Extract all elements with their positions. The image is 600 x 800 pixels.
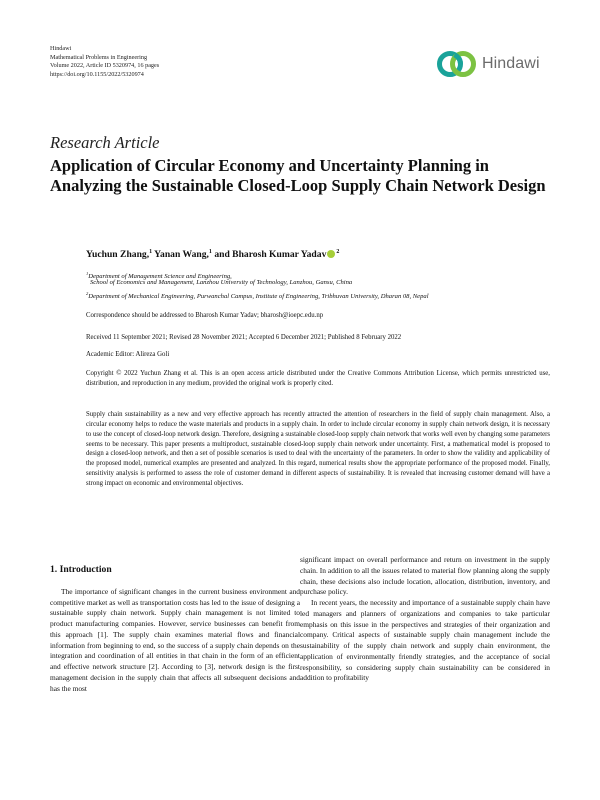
hindawi-logo xyxy=(436,48,540,80)
section-heading-introduction: 1. Introduction xyxy=(50,564,112,575)
journal-name: Mathematical Problems in Engineering xyxy=(50,53,148,61)
affiliation-2 xyxy=(86,290,429,302)
author-list xyxy=(86,249,339,260)
author-affiliation-mark: 2 xyxy=(336,249,340,255)
affiliation-1-continued xyxy=(90,279,352,288)
publisher-line: Hindawi xyxy=(50,45,72,52)
orcid-icon[interactable] xyxy=(327,250,335,258)
correspondence: Correspondence should be addressed to Bharosh Kumar Yadav; bharosh@ioepc.edu.np xyxy=(86,312,324,319)
copyright-notice: Copyright © 2022 Yuchun Zhang et al. This is an open access article distributed under the Creative Commons Attribution License, which permits unrestricted use, distribution, and reproduction in any medium, provided the original work is properly cited. xyxy=(86,370,550,387)
affiliation-text: Department of Management Science and Engineering, xyxy=(88,273,232,281)
affiliation-mark: 1 xyxy=(86,271,89,276)
article-title: Application of Circular Economy and Uncertainty Planning in Analyzing the Sustainable Closed-Loop Supply Chain Network Design xyxy=(50,156,546,195)
intro-paragraph-2: In recent years, the necessity and importance of a sustainable supply chain have led managers and planners of organizations and companies to take particular emphasis on this issue in the perspectives and strategies of their organization and company. Critical aspects of sustainable supply chain management include the sustainability of the supply chain network and supply chain environment, the application of environmentally friendly strategies, and the acceptance of social responsibility, so considering supply chain sustainability can be considered in addition to profitability xyxy=(300,598,550,683)
academic-editor: Academic Editor: Alireza Goli xyxy=(86,351,170,358)
hindawi-logo-text: Hindawi xyxy=(482,55,540,72)
abstract: Supply chain sustainability as a new and very effective approach has recently attracted the attention of researchers in the field of supply chain management. Also, a circular economy helps to reduce the waste materials and products in a supply chain. In order to include circular economy in supply chain network design, it is necessary to use the concept of closed-loop network design. Therefore, designing a sustainable closed-loop supply chain network that works well even by changing some parameters seems to be necessary. This paper presents a multiproduct, sustainable closed-loop supply chain network under uncertainty. First, a mathematical model is proposed to design a closed-loop network, and then a set of possible scenarios is used to deal with the uncertainty of the parameters. In order to show the validity and applicability of the proposed model, numerical examples are presented and analyzed. In this regard, numerical results show the appropriate performance of the proposed model. Finally, sensitivity analysis is performed to assess the role of customer demand in different aspects of sustainability. It is revealed that increasing customer demand will have a strong impact on economic and environmental objectives. xyxy=(86,411,551,487)
doi-link[interactable]: https://doi.org/10.1155/2022/5320974 xyxy=(50,70,144,78)
volume-line: Volume 2022, Article ID 5320974, 16 pages xyxy=(50,62,160,70)
affiliation-text: Department of Mechanical Engineering, Purwanchal Campus, Institute of Engineering, Tribhuvan University, Dharan 08, Nepal xyxy=(88,293,429,301)
right-column xyxy=(300,555,550,684)
author-name: Yuchun Zhang, xyxy=(86,249,150,261)
left-column xyxy=(50,565,300,694)
author-affiliation-mark: 1 xyxy=(208,249,212,255)
intro-paragraph-1: The importance of significant changes in the current business environment and competitive market as well as transportation costs has led to the issue of designing a sustainable supply chain network. Supply chain management is not limited to product manufacturing companies. However, service businesses can benefit from this approach [1]. The supply chain examines material flows and financial information from beginning to end, so the success of a supply chain depends on the integration and coordination of all entities in that chain in the form of an efficient and effective network structure [2]. According to [3], network design is the first management decision in the supply chain that affects all subsequent decisions and has the most xyxy=(50,586,300,693)
affiliation-mark: 2 xyxy=(86,291,89,296)
intro-paragraph-1-continued: significant impact on overall performance and return on investment in the supply chain. In addition to all the issues related to material flow planning along the supply chain, these decisions also include location, allocation, distribution, inventory, and purchase policy. xyxy=(300,555,550,597)
affiliation-text: School of Economics and Management, Lanzhou University of Technology, Lanzhou, Gansu, China xyxy=(90,279,353,286)
hindawi-logo-icon xyxy=(436,48,478,80)
article-type: Research Article xyxy=(50,133,160,152)
author-name: and Bharosh Kumar Yadav xyxy=(214,249,327,261)
author-name: Yanan Wang, xyxy=(154,249,209,261)
journal-meta xyxy=(50,45,159,79)
author-affiliation-mark: 1 xyxy=(149,249,153,255)
publication-dates: Received 11 September 2021; Revised 28 November 2021; Accepted 6 December 2021; Published 8 February 2022 xyxy=(86,334,402,341)
